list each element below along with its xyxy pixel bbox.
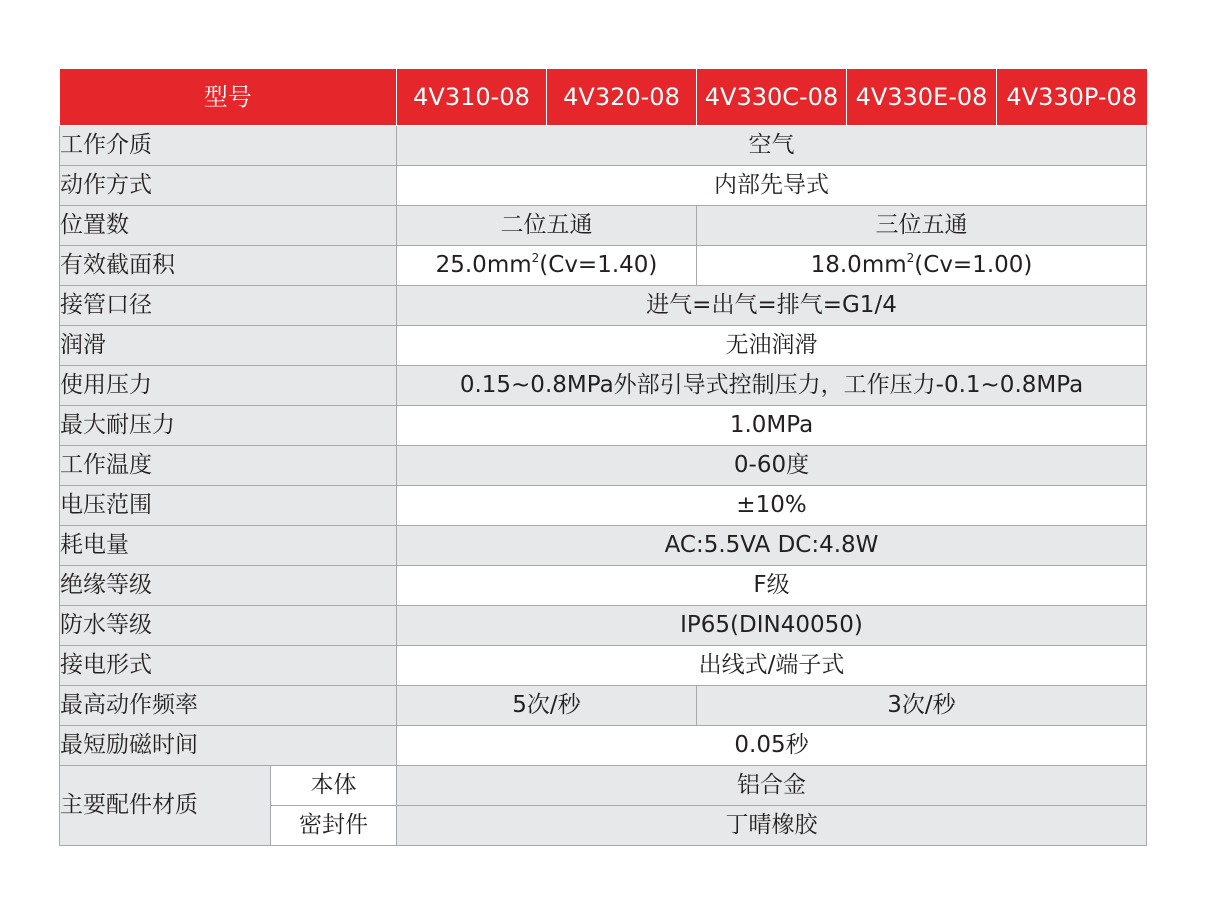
row-value: ±10% [397, 486, 1147, 526]
row-value: 0.05秒 [397, 726, 1147, 766]
model-header-4v320: 4V320-08 [547, 69, 697, 126]
table-row [60, 286, 1147, 326]
row-label: 最大耐压力 [60, 406, 397, 446]
row-label: 耗电量 [60, 526, 397, 566]
table-row [60, 686, 1147, 726]
table-row [60, 166, 1147, 206]
row-label: 润滑 [60, 326, 397, 366]
model-header-4v330e: 4V330E-08 [847, 69, 997, 126]
row-label: 位置数 [60, 206, 397, 246]
row-label: 电压范围 [60, 486, 397, 526]
row-value: 空气 [397, 126, 1147, 166]
row-value: 0.15~0.8MPa外部引导式控制压力，工作压力-0.1~0.8MPa [397, 366, 1147, 406]
area-b-value: 18.0mm [810, 252, 907, 278]
materials-body-value: 铝合金 [397, 766, 1147, 806]
row-value: F级 [397, 566, 1147, 606]
table-row [60, 126, 1147, 166]
row-label: 动作方式 [60, 166, 397, 206]
row-label: 接电形式 [60, 646, 397, 686]
table-row [60, 246, 1147, 286]
row-value-two-position: 二位五通 [397, 206, 697, 246]
table-row [60, 366, 1147, 406]
model-header-4v310: 4V310-08 [397, 69, 547, 126]
materials-seal-value: 丁晴橡胶 [397, 806, 1147, 846]
row-value: 0-60度 [397, 446, 1147, 486]
row-value: 内部先导式 [397, 166, 1147, 206]
row-label: 接管口径 [60, 286, 397, 326]
row-value: 1.0MPa [397, 406, 1147, 446]
materials-group-label: 主要配件材质 [60, 766, 271, 846]
header-row [60, 69, 1147, 126]
table-row [60, 726, 1147, 766]
row-label: 绝缘等级 [60, 566, 397, 606]
table-row [60, 406, 1147, 446]
row-label: 有效截面积 [60, 246, 397, 286]
model-header-4v330c: 4V330C-08 [697, 69, 847, 126]
table-row [60, 566, 1147, 606]
table-row [60, 326, 1147, 366]
table-row [60, 646, 1147, 686]
row-label: 使用压力 [60, 366, 397, 406]
table-row [60, 446, 1147, 486]
row-value-frequency-a: 5次/秒 [397, 686, 697, 726]
table-row [60, 766, 1147, 806]
row-value: 无油润滑 [397, 326, 1147, 366]
row-value: 进气=出气=排气=G1/4 [397, 286, 1147, 326]
row-label: 防水等级 [60, 606, 397, 646]
area-a-exponent: 2 [531, 251, 540, 265]
table-row [60, 606, 1147, 646]
row-value-area-b [697, 246, 1147, 286]
table-row [60, 486, 1147, 526]
row-label: 工作温度 [60, 446, 397, 486]
area-b-exponent: 2 [906, 251, 915, 265]
model-header-4v330p: 4V330P-08 [997, 69, 1147, 126]
table-row [60, 526, 1147, 566]
area-b-cv: (Cv=1.00) [914, 252, 1033, 278]
row-value-three-position: 三位五通 [697, 206, 1147, 246]
model-header-label: 型号 [60, 69, 397, 126]
row-value-frequency-b: 3次/秒 [697, 686, 1147, 726]
table-row [60, 206, 1147, 246]
row-value: IP65(DIN40050) [397, 606, 1147, 646]
row-value: AC:5.5VA DC:4.8W [397, 526, 1147, 566]
row-label: 工作介质 [60, 126, 397, 166]
row-label: 最短励磁时间 [60, 726, 397, 766]
area-a-cv: (Cv=1.40) [539, 252, 658, 278]
area-a-value: 25.0mm [435, 252, 532, 278]
materials-seal-label: 密封件 [271, 806, 397, 846]
spec-table [59, 69, 1147, 846]
row-value: 出线式/端子式 [397, 646, 1147, 686]
materials-body-label: 本体 [271, 766, 397, 806]
row-label: 最高动作频率 [60, 686, 397, 726]
row-value-area-a [397, 246, 697, 286]
